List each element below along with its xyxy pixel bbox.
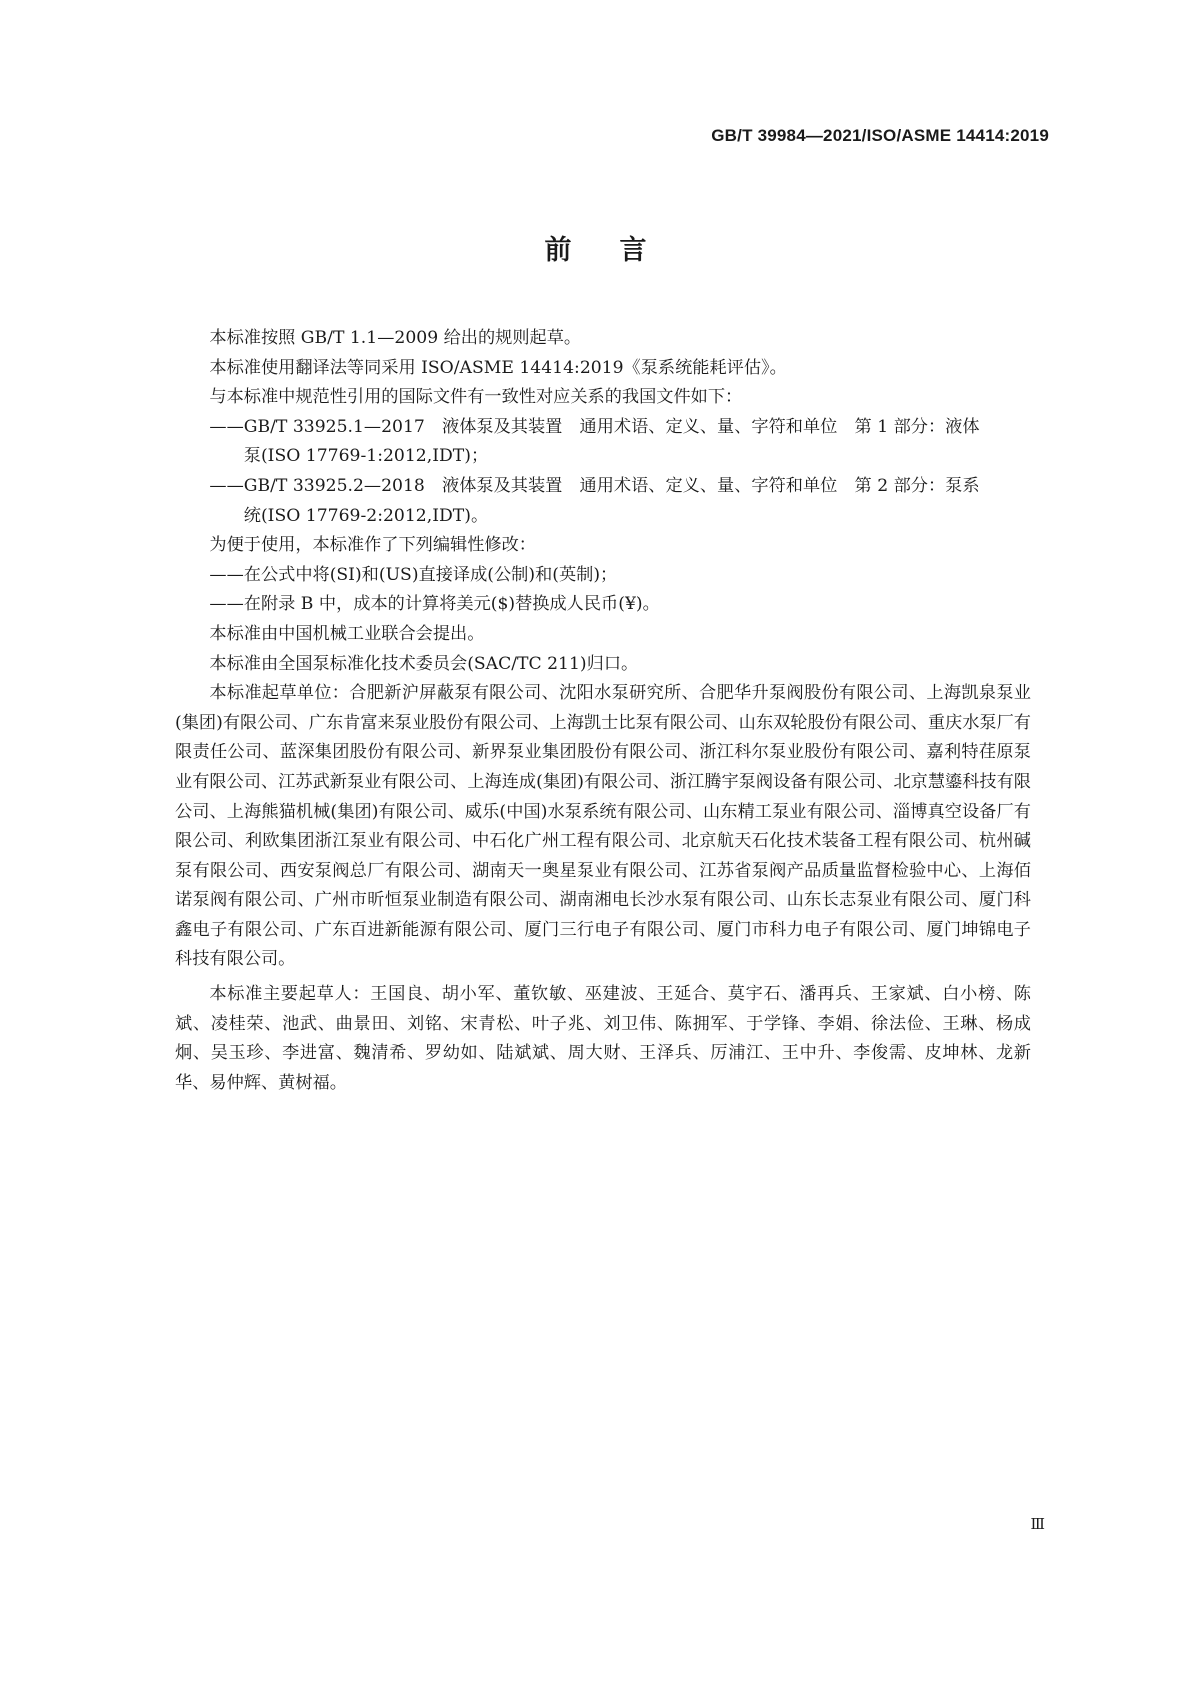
reference-item-2-line1: ——GB/T 33925.2—2018 液体泵及其装置 通用术语、定义、量、字符和单位 第 2 部分：泵系 — [209, 475, 980, 496]
reference-item-2 — [175, 472, 1031, 531]
editorial-item-1: ——在公式中将(SI)和(US)直接译成(公制)和(英制)； — [209, 564, 618, 585]
editorial-item-2: ——在附录 B 中，成本的计算将美元($)替换成人民币(¥)。 — [209, 594, 660, 615]
paragraph-committee: 本标准由全国泵标准化技术委员会(SAC/TC 211)归口。 — [209, 653, 639, 674]
page-number: Ⅲ — [1030, 1517, 1045, 1533]
reference-item-2-line2: 统(ISO 17769-2:2012,IDT)。 — [243, 505, 489, 526]
paragraph-proposer: 本标准由中国机械工业联合会提出。 — [209, 623, 485, 644]
paragraph-editorial-intro: 为便于使用，本标准作了下列编辑性修改： — [209, 535, 536, 556]
paragraph-drafters: 本标准主要起草人：王国良、胡小军、董钦敏、巫建波、王延合、莫宇石、潘再兵、王家斌、白小榜、陈斌、凌桂荣、池武、曲景田、刘铭、宋青松、叶子兆、刘卫伟、陈拥军、于学锋、李娟、徐法俭、王琳、杨成炯、吴玉珍、李进富、魏清希、罗幼如、陆斌斌、周大财、王泽兵、厉浦江、王中升、李俊需、皮坤林、龙新华、易仲辉、黄树福。 — [175, 984, 1031, 1093]
paragraph-references-intro: 与本标准中规范性引用的国际文件有一致性对应关系的我国文件如下： — [209, 387, 743, 408]
paragraph-drafting-units: 本标准起草单位：合肥新沪屏蔽泵有限公司、沈阳水泵研究所、合肥华升泵阀股份有限公司、上海凯泉泵业(集团)有限公司、广东肯富来泵业股份有限公司、上海凯士比泵有限公司、山东双轮股份有限公司、重庆水泵厂有限责任公司、蓝深集团股份有限公司、新界泵业集团股份有限公司、浙江科尔泵业股份有限公司、嘉利特荏原泵业有限公司、江苏武新泵业有限公司、上海连成(集团)有限公司、浙江腾宇泵阀设备有限公司、北京慧鎏科技有限公司、上海熊猫机械(集团)有限公司、威乐(中国)水泵系统有限公司、山东精工泵业有限公司、淄博真空设备厂有限公司、利欧集团浙江泵业有限公司、中石化广州工程有限公司、北京航天石化技术装备工程有限公司、杭州碱泵有限公司、西安泵阀总厂有限公司、湖南天一奥星泵业有限公司、江苏省泵阀产品质量监督检验中心、上海佰诺泵阀有限公司、广州市昕恒泵业制造有限公司、湖南湘电长沙水泵有限公司、山东长志泵业有限公司、厦门科鑫电子有限公司、广东百进新能源有限公司、厦门三行电子有限公司、厦门市科力电子有限公司、厦门坤锦电子科技有限公司。 — [175, 683, 1031, 970]
foreword-body — [175, 324, 1031, 1098]
reference-item-1 — [175, 413, 1031, 472]
page-title: 前言 — [544, 235, 695, 266]
reference-item-1-line2: 泵(ISO 17769-1:2012,IDT)； — [243, 446, 489, 467]
standard-code-header: GB/T 39984—2021/ISO/ASME 14414:2019 — [711, 126, 1049, 145]
paragraph-adoption: 本标准使用翻译法等同采用 ISO/ASME 14414:2019《泵系统能耗评估》。 — [209, 357, 787, 378]
reference-item-1-line1: ——GB/T 33925.1—2017 液体泵及其装置 通用术语、定义、量、字符和单位 第 1 部分：液体 — [209, 416, 980, 437]
paragraph-drafting-rules: 本标准按照 GB/T 1.1—2009 给出的规则起草。 — [209, 328, 582, 348]
